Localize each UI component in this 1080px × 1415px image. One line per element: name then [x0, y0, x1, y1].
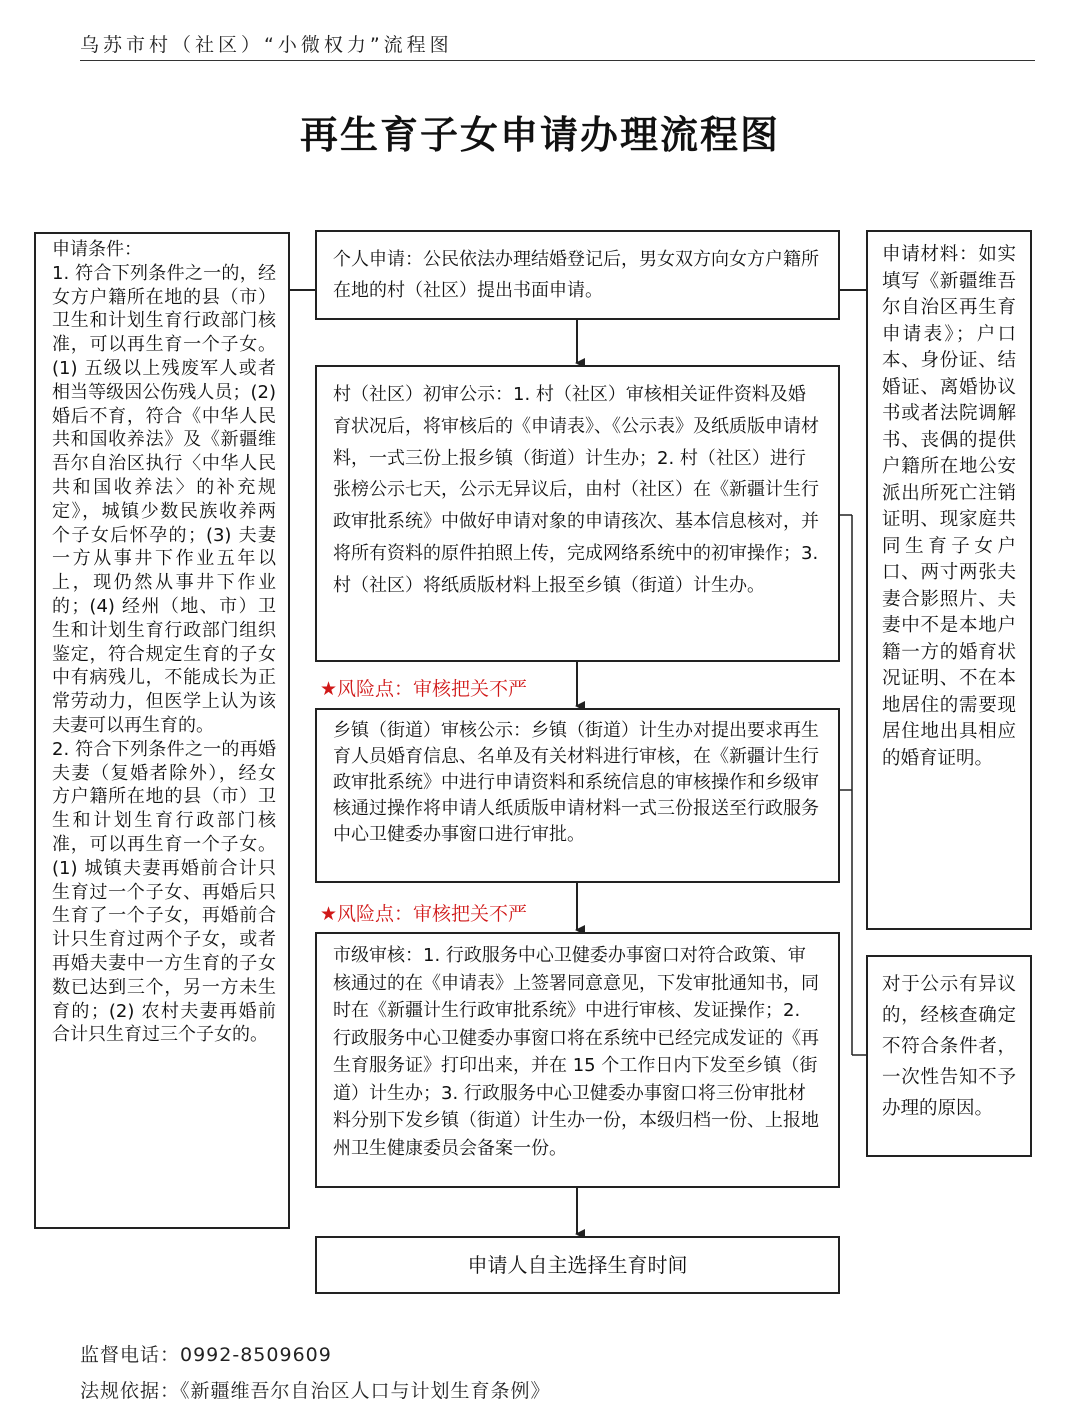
- application-materials-text: 申请材料：如实填写《新疆维吾尔自治区再生育申请表》；户口本、身份证、结婚证、离婚协议书或者法院调解书、丧偶的提供户籍所在地公安派出所死亡注销证明、现家庭共同生育子女户口、两寸两张夫妻合影照片、夫妻中不是本地户籍一方的婚育状况证明、不在本地居住的需要现居住地出具相应的婚育证明。: [882, 244, 1016, 769]
- step-text: 市级审核：1. 行政服务中心卫健委办事窗口对符合政策、审核通过的在《申请表》上签署同意意见，下发审批通知书，同时在《新疆计生行政审批系统》中进行审核、发证操作；2. 行政服务中心卫健委办事窗口将在系统中已经完成发证的《再生育服务证》打印出来，并在 15 个工作日内下发至乡镇（街道）计生办；3. 行政服务中心卫健委办事窗口将三份审批材料分别下发乡镇（街道）计生办一份，本级归档一份、上报地州卫生健康委员会备案一份。: [333, 945, 819, 1159]
- step-text: 申请人自主选择生育时间: [467, 1252, 688, 1277]
- step-village-review: [315, 365, 840, 662]
- step-choose-birth-time: [315, 1236, 840, 1294]
- risk-point-label: ★风险点：审核把关不严: [320, 678, 528, 700]
- objection-note-box: [866, 955, 1032, 1157]
- step-city-review: [315, 932, 840, 1188]
- step-text: 村（社区）初审公示：1. 村（社区）审核相关证件资料及婚育状况后，将审核后的《申请表》、《公示表》及纸质版申请材料，一式三份上报乡镇（街道）计生办；2. 村（社区）进行张榜公示七天，公示无异议后，由村（社区）在《新疆计生行政审批系统》中做好申请对象的申请孩次、基本信息核对，并将所有资料的原件拍照上传，完成网络系统中的初审操作；3. 村（社区）将纸质版材料上报至乡镇（街道）计生办。: [333, 384, 819, 596]
- application-conditions-text: 申请条件： 1. 符合下列条件之一的，经女方户籍所在地的县（市）卫生和计划生育行政部门核准，可以再生育一个子女。(1) 五级以上残废军人或者相当等级因公伤残人员；(2) 婚后不育，符合《中华人民共和国收养法》及《新疆维吾尔自治区执行〈中华人民共和国收养法〉的补充规定》，城镇少数民族收养两个子女后怀孕的；(3) 夫妻一方从事井下作业五年以上，现仍然从事井下作业的；(4) 经州（地、市）卫生和计划生育行政部门组织鉴定，符合规定生育的子女中有病残儿，不能成长为正常劳动力，但医学上认为该夫妻可以再生育的。 2. 符合下列条件之一的再婚夫妻（复婚者除外），经女方户籍所在地的县（市）卫生和计划生育行政部门核准，可以再生育一个子女。(1) 城镇夫妻再婚前合计只生育过一个子女、再婚后只生育了一个子女，再婚前合计只生育过两个子女，或者再婚夫妻中一方生育的子女数已达到三个，另一方未生育的；(2) 农村夫妻再婚前合计只生育过三个子女的。: [52, 239, 276, 1046]
- application-conditions-box: [34, 232, 290, 1229]
- page-header: 乌苏市村（社区）“小微权力”流程图: [80, 34, 453, 56]
- page-title: 再生育子女申请办理流程图: [299, 112, 780, 157]
- application-materials-box: [866, 230, 1032, 930]
- step-personal-application: [315, 230, 840, 320]
- legal-basis: 法规依据：《新疆维吾尔自治区人口与计划生育条例》: [80, 1380, 551, 1402]
- step-text: 个人申请：公民依法办理结婚登记后，男女双方向女方户籍所在地的村（社区）提出书面申请。: [333, 249, 819, 301]
- step-text: 乡镇（街道）审核公示：乡镇（街道）计生办对提出要求再生育人员婚育信息、名单及有关材料进行审核，在《新疆计生行政审批系统》中进行申请资料和系统信息的审核操作和乡级审核通过操作将申请人纸质版申请材料一式三份报送至行政服务中心卫健委办事窗口进行审批。: [333, 720, 819, 845]
- supervision-phone: 监督电话：0992-8509609: [80, 1344, 332, 1366]
- risk-point-label: ★风险点：审核把关不严: [320, 903, 528, 925]
- objection-note-text: 对于公示有异议的，经核查确定不符合条件者，一次性告知不予办理的原因。: [882, 974, 1016, 1119]
- step-township-review: [315, 708, 840, 883]
